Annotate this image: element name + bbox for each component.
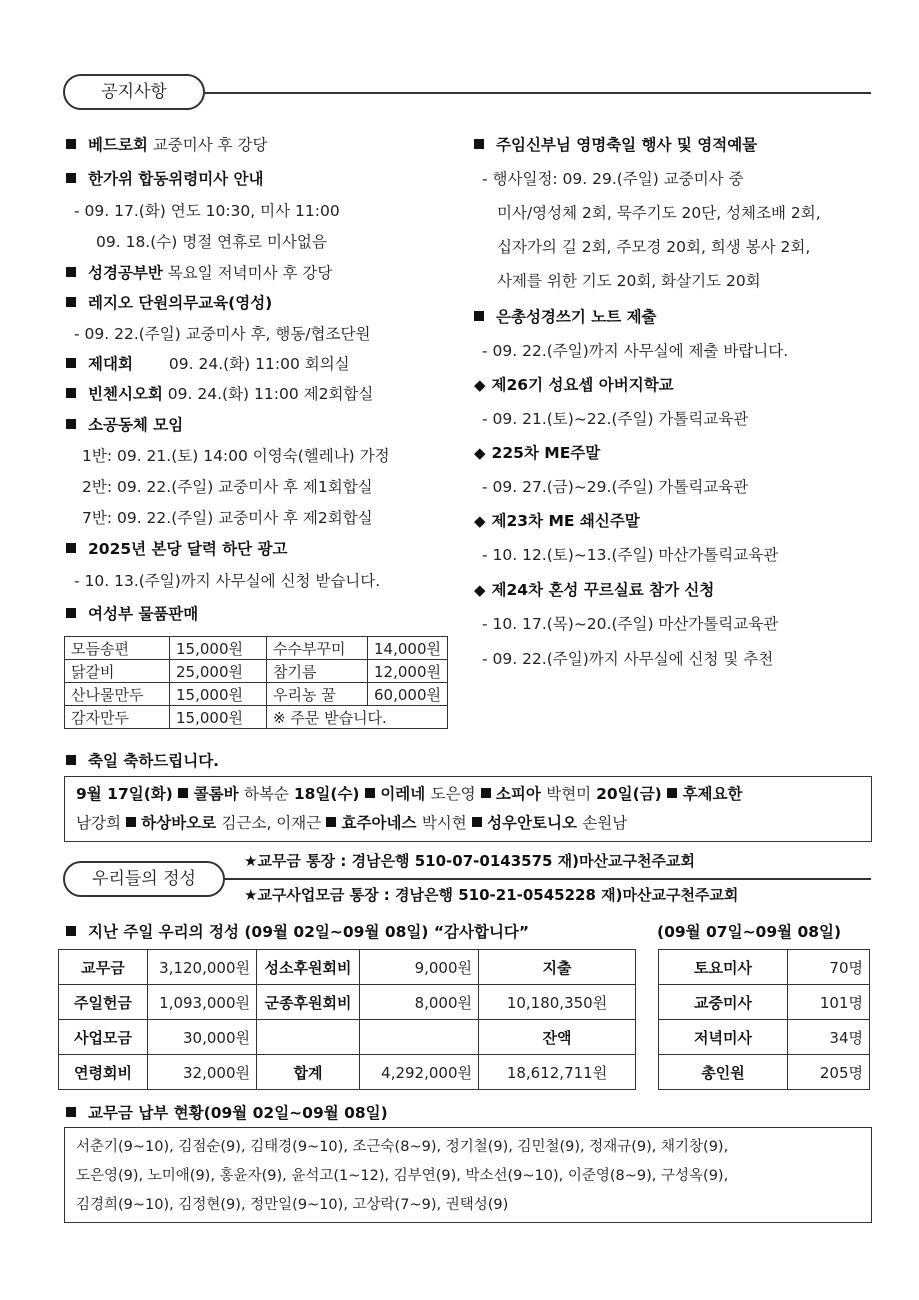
table-row: 연령회비 32,000원 합계 4,292,000원 18,612,711원 — [59, 1055, 636, 1090]
community-line1: 1반: 09. 21.(토) 14:00 이영숙(헬레나) 가정 — [82, 447, 390, 465]
item-vincent: 빈첸시오회 09. 24.(화) 11:00 제2회합실 — [66, 382, 373, 404]
bullet-square-icon — [66, 608, 76, 618]
item-calendar: 2025년 본당 달력 하단 광고 — [66, 537, 287, 559]
pastor-line3: 십자가의 길 2회, 주모경 20회, 희생 봉사 2회, — [497, 238, 811, 256]
community-line2: 2반: 09. 22.(주일) 교중미사 후 제1회합실 — [82, 478, 373, 496]
bullet-square-icon — [66, 388, 76, 398]
header-rule — [205, 92, 871, 94]
item-legio: 레지오 단원의무교육(영성) — [66, 291, 272, 313]
bullet-diamond-icon: ◆ — [474, 512, 486, 530]
feast-line1 — [76, 782, 742, 804]
bullet-square-icon — [66, 297, 76, 307]
joseph-line1: - 09. 21.(토)~22.(주일) 가톨릭교육관 — [482, 410, 749, 428]
item-me-renew: ◆ 제23차 ME 쇄신주말 — [474, 512, 640, 530]
payment-line2: 도은영(9), 노미애(9), 홍윤자(9), 윤석고(1~12), 김부연(9), 박소선(9~10), 이준영(8~9), 구성옥(9), — [76, 1168, 729, 1184]
item-notebook: 은총성경쓰기 노트 제출 — [474, 305, 657, 327]
pastor-line1: - 행사일정: 09. 29.(주일) 교중미사 중 — [482, 170, 744, 188]
bullet-square-icon — [474, 139, 484, 149]
item-joseph: ◆ 제26기 성요셉 아버지학교 — [474, 376, 674, 394]
item-pastor: 주임신부님 영명축일 행사 및 영적예물 — [474, 133, 757, 155]
table-row: 교무금 3,120,000원 성소후원회비 9,000원 지출 — [59, 950, 636, 985]
feast-name: 김근소, 이재근 — [221, 814, 327, 832]
bullet-square-icon — [178, 788, 188, 798]
women-sale-table — [64, 636, 448, 729]
item-jedae: 제대회 09. 24.(화) 11:00 회의실 — [66, 352, 350, 374]
table-row: 저녁미사 34명 — [659, 1020, 870, 1055]
feast-name-bold: 하상바오로 — [135, 814, 222, 832]
table-row: 총인원 205명 — [659, 1055, 870, 1090]
item-women: 여성부 물품판매 — [66, 602, 198, 624]
bullet-diamond-icon: ◆ — [474, 376, 486, 394]
feast-line2 — [76, 811, 627, 833]
bullet-square-icon — [66, 139, 76, 149]
attendance-title: (09월 07일~09월 08일) — [657, 923, 842, 941]
feast-name-bold: 콜롬바 — [188, 785, 244, 803]
bullet-square-icon — [326, 817, 336, 827]
bullet-square-icon — [66, 1107, 76, 1117]
notebook-line1: - 09. 22.(주일)까지 사무실에 제출 바랍니다. — [482, 342, 789, 360]
bullet-square-icon — [66, 543, 76, 553]
item-bible: 성경공부반 목요일 저녁미사 후 강당 — [66, 261, 332, 283]
notice-header-pill: 공지사항 — [63, 74, 205, 110]
bullet-square-icon — [66, 419, 76, 429]
table-row: 주일헌금 1,093,000원 군종후원회비 8,000원 10,180,350원 — [59, 985, 636, 1020]
bullet-square-icon — [66, 173, 76, 183]
feast-name: 하복순 — [243, 785, 294, 803]
item-me: ◆ 225차 ME주말 — [474, 444, 601, 462]
feast-name-bold: 18일(수) — [293, 785, 365, 803]
bullet-square-icon — [365, 788, 375, 798]
payment-line1: 서춘기(9~10), 김점순(9), 김태경(9~10), 조근숙(8~9), 정기철(9), 김민철(9), 정재규(9), 채기창(9), — [76, 1139, 729, 1155]
cana-line1: - 10. 17.(목)~20.(주일) 마산가톨릭교육관 — [482, 615, 779, 633]
table-row: 사업모금 30,000원 잔액 — [59, 1020, 636, 1055]
me-renew-line1: - 10. 12.(토)~13.(주일) 마산가톨릭교육관 — [482, 546, 779, 564]
item-cana: ◆ 제24차 혼성 꾸르실료 참가 신청 — [474, 581, 715, 599]
feast-name: 손원남 — [582, 814, 628, 832]
cana-line2: - 09. 22.(주일)까지 사무실에 신청 및 추천 — [482, 650, 774, 668]
community-line3: 7반: 09. 22.(주일) 교중미사 후 제2회합실 — [82, 509, 373, 527]
account-line-1: ★교무금 통장 : 경남은행 510-07-0143575 재)마산교구천주교회 — [244, 852, 695, 870]
feast-title: 축일 축하드립니다. — [66, 749, 219, 771]
bullet-square-icon — [66, 358, 76, 368]
chuseok-line1: - 09. 17.(화) 연도 10:30, 미사 11:00 — [74, 202, 340, 220]
bullet-diamond-icon: ◆ — [474, 581, 486, 599]
feast-name-bold: 9월 17일(화) — [76, 785, 179, 803]
table-row: 산나물만두 15,000원 우리농 꿀 60,000원 — [65, 683, 448, 706]
table-row: 토요미사 70명 — [659, 950, 870, 985]
bullet-diamond-icon: ◆ — [474, 444, 486, 462]
feast-name-bold: 소피아 — [490, 785, 547, 803]
me-line1: - 09. 27.(금)~29.(주일) 가톨릭교육관 — [482, 478, 749, 496]
feast-name-bold: 20일(금) — [596, 785, 668, 803]
bullet-square-icon — [126, 817, 136, 827]
bullet-square-icon — [66, 267, 76, 277]
table-row: 교중미사 101명 — [659, 985, 870, 1020]
table-row: 모듬송편 15,000원 수수부꾸미 14,000원 — [65, 637, 448, 660]
item-chuseok: 한가위 합동위령미사 안내 — [66, 167, 264, 189]
offering-rule — [225, 878, 871, 880]
offering-table — [58, 949, 636, 1090]
pastor-line4: 사제를 위한 기도 20회, 화살기도 20회 — [497, 272, 761, 290]
calendar-line1: - 10. 13.(주일)까지 사무실에 신청 받습니다. — [74, 572, 381, 590]
feast-name: 박시현 — [421, 814, 472, 832]
legio-line1: - 09. 22.(주일) 교중미사 후, 행동/협조단원 — [74, 325, 371, 343]
bullet-square-icon — [667, 788, 677, 798]
feast-name: 박현미 — [546, 785, 597, 803]
feast-name: 남강희 — [76, 814, 126, 832]
payment-line3: 김경희(9~10), 김정현(9), 정만일(9~10), 고상락(7~9), 권택성(9) — [76, 1197, 509, 1213]
bullet-square-icon — [481, 788, 491, 798]
attendance-table — [658, 949, 870, 1090]
feast-name: 도은영 — [430, 785, 481, 803]
chuseok-line2: 09. 18.(수) 명절 연휴로 미사없음 — [96, 233, 327, 251]
feast-name-bold: 후제요한 — [677, 785, 743, 803]
bullet-square-icon — [66, 926, 76, 936]
bullet-square-icon — [474, 311, 484, 321]
table-row: 감자만두 15,000원 ※ 주문 받습니다. — [65, 706, 448, 729]
payment-title: 교무금 납부 현황(09월 02일~09월 08일) — [66, 1101, 388, 1123]
feast-name-bold: 이레네 — [374, 785, 431, 803]
bullet-square-icon — [472, 817, 482, 827]
pastor-line2: 미사/영성체 2회, 묵주기도 20단, 성체조배 2회, — [497, 204, 821, 222]
account-line-2: ★교구사업모금 통장 : 경남은행 510-21-0545228 재)마산교구천주교회 — [244, 886, 739, 904]
week-offering-title: 지난 주일 우리의 정성 (09월 02일~09월 08일) “감사합니다” — [66, 920, 529, 942]
bullet-square-icon — [66, 755, 76, 765]
item-bedro: 베드로회 교중미사 후 강당 — [66, 133, 268, 155]
feast-name-bold: 성우안토니오 — [481, 814, 583, 832]
offering-header-pill: 우리들의 정성 — [63, 861, 225, 897]
feast-name-bold: 효주아네스 — [336, 814, 422, 832]
item-community: 소공동체 모임 — [66, 413, 183, 435]
table-row: 닭갈비 25,000원 참기름 12,000원 — [65, 660, 448, 683]
